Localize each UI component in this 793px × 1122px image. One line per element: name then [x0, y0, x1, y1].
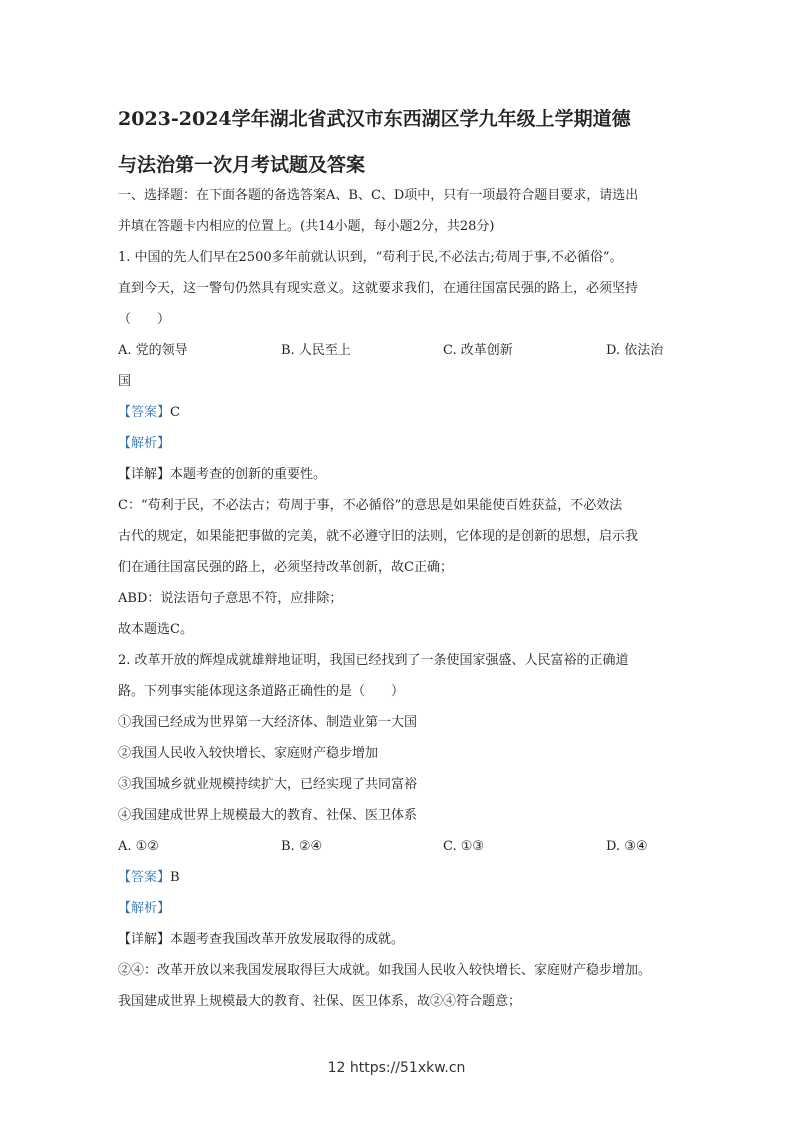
analysis-tag: 【解析】	[118, 436, 171, 451]
q2-detail	[118, 924, 678, 955]
q2-answer	[118, 862, 678, 893]
q1-answer	[118, 397, 678, 428]
q2-options	[118, 831, 678, 862]
q2-option-b: B. ②④	[281, 839, 323, 854]
q2-item-2: ②我国人民收入较快增长、家庭财产稳步增加	[118, 746, 379, 761]
document-title	[118, 96, 678, 188]
q1-analysis	[118, 428, 678, 459]
q1-option-c: C. 改革创新	[443, 343, 513, 358]
section-heading-2: 并填在答题卡内相应的位置上。(共14小题，每小题2分，共28分)	[118, 219, 495, 234]
title-line-2: 与法治第一次月考试题及答案	[118, 154, 366, 176]
detail-tag: 【详解】	[118, 932, 171, 947]
answer-tag: 【答案】	[118, 870, 171, 885]
detail-tag: 【详解】	[118, 467, 171, 482]
q2-option-a: A. ①②	[118, 839, 159, 854]
q1-stem-2: 直到今天，这一警句仍然具有现实意义。这就要求我们，在通往国富民强的路上，必须坚持	[118, 281, 639, 296]
footer-url[interactable]: https://51xkw.cn	[349, 1060, 466, 1076]
q2-item-4: ④我国建成世界上规模最大的教育、社保、医卫体系	[118, 808, 418, 823]
q1-options	[118, 335, 678, 366]
q2-item-3: ③我国城乡就业规模持续扩大，已经实现了共同富裕	[118, 777, 418, 792]
q1-option-b: B. 人民至上	[281, 343, 351, 358]
q1-option-d: D. 依法治	[606, 343, 664, 358]
answer-tag: 【答案】	[118, 405, 171, 420]
page-footer	[0, 1060, 793, 1076]
q1-detail-text: 本题考查的创新的重要性。	[170, 467, 327, 482]
q1-explanation-3: 们在通往国富民强的路上，必须坚持改革创新，故C正确；	[118, 560, 453, 575]
q2-explanation-2: 我国建成世界上规模最大的教育、社保、医卫体系，故②④符合题意；	[118, 994, 522, 1009]
document-body	[118, 180, 678, 1017]
q2-detail-text: 本题考查我国改革开放发展取得的成就。	[170, 932, 405, 947]
analysis-tag: 【解析】	[118, 901, 171, 916]
title-line-1: 2023-2024学年湖北省武汉市东西湖区学九年级上学期道德	[118, 108, 631, 130]
q1-stem-3: （ ）	[118, 312, 171, 327]
q2-item-1: ①我国已经成为世界第一大经济体、制造业第一大国	[118, 715, 418, 730]
q2-option-d: D. ③④	[606, 839, 648, 854]
q2-answer-value: B	[170, 870, 180, 885]
q2-option-c: C. ①③	[443, 839, 485, 854]
q1-option-d-wrap: 国	[118, 374, 132, 389]
q1-explanation-5: 故本题选C。	[118, 622, 193, 637]
q2-analysis	[118, 893, 678, 924]
section-heading-1: 一、选择题：在下面各题的备选答案A、B、C、D项中，只有一项最符合题目要求，请选出	[118, 188, 639, 203]
q1-explanation-2: 古代的规定，如果能把事做的完美，就不必遵守旧的法则，它体现的是创新的思想，启示我	[118, 529, 639, 544]
q1-answer-value: C	[170, 405, 180, 420]
q1-stem-1: 1. 中国的先人们早在2500多年前就认识到，“苟利于民,不必法古;苟周于事,不必循俗”。	[118, 250, 623, 265]
q1-explanation-4: ABD：说法语句子意思不符，应排除；	[118, 591, 343, 606]
q1-option-a: A. 党的领导	[118, 343, 188, 358]
q2-explanation-1: ②④：改革开放以来我国发展取得巨大成就。如我国人民收入较快增长、家庭财产稳步增加。	[118, 963, 652, 978]
page-number: 12	[327, 1060, 346, 1076]
q1-explanation-1: C：“苟利于民，不必法古；苟周于事，不必循俗”的意思是如果能使百姓获益，不必效法	[118, 498, 623, 513]
q2-stem-1: 2. 改革开放的辉煌成就雄辩地证明，我国已经找到了一条使国家强盛、人民富裕的正确道	[118, 653, 629, 668]
q2-stem-2: 路。下列事实能体现这条道路正确性的是（ ）	[118, 684, 405, 699]
q1-detail	[118, 459, 678, 490]
